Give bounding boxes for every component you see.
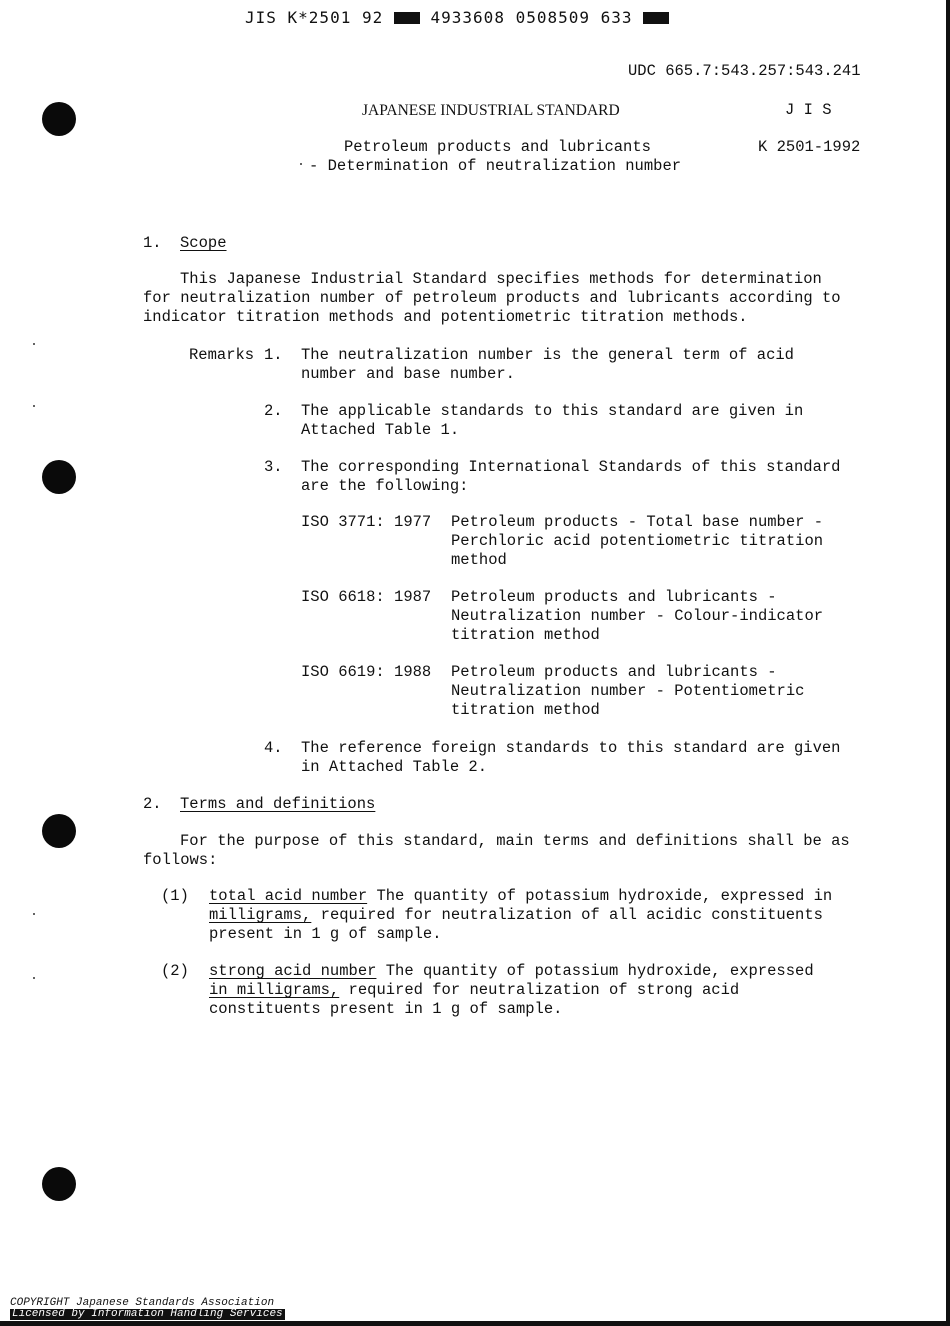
scan-speck bbox=[300, 163, 302, 165]
iso-title-line: Neutralization number - Colour-indicator bbox=[451, 607, 824, 625]
term-line bbox=[209, 981, 739, 1000]
scan-speck bbox=[33, 913, 35, 915]
binder-hole-icon bbox=[42, 460, 76, 494]
scope-paragraph-line: This Japanese Industrial Standard specifies methods for determination bbox=[180, 270, 822, 288]
standard-title: JAPANESE INDUSTRIAL STANDARD bbox=[362, 102, 620, 119]
term-line bbox=[209, 906, 823, 925]
section-1-number: 1. bbox=[143, 234, 162, 252]
iso-code: ISO 6619: 1988 bbox=[301, 663, 432, 681]
iso-code: ISO 3771: 1977 bbox=[301, 513, 432, 531]
scope-paragraph-line: indicator titration methods and potentiometric titration methods. bbox=[143, 308, 748, 326]
section-2-heading: Terms and definitions bbox=[180, 795, 376, 813]
term-name: total acid number bbox=[209, 887, 368, 905]
remark-line: The corresponding International Standards of this standard bbox=[301, 458, 841, 476]
binder-hole-icon bbox=[42, 1167, 76, 1201]
term-line bbox=[209, 887, 832, 906]
remark-line: Attached Table 1. bbox=[301, 421, 460, 439]
scan-speck bbox=[33, 343, 35, 345]
section-1-heading: Scope bbox=[180, 234, 227, 252]
remark-number: 2. bbox=[264, 402, 283, 420]
remark-number: 1. bbox=[264, 346, 283, 364]
remark-line: number and base number. bbox=[301, 365, 515, 383]
section-2-number: 2. bbox=[143, 795, 162, 813]
binder-hole-icon bbox=[42, 102, 76, 136]
scan-speck bbox=[33, 977, 35, 979]
iso-title-line: Perchloric acid potentiometric titration bbox=[451, 532, 824, 550]
document-code-line bbox=[245, 8, 669, 27]
term-line bbox=[209, 962, 814, 981]
term-definition: present in 1 g of sample. bbox=[209, 925, 442, 943]
term-number: (2) bbox=[161, 962, 189, 980]
remark-number: 4. bbox=[264, 739, 283, 757]
title-line-2: - Determination of neutralization number bbox=[309, 157, 682, 175]
iso-title-line: titration method bbox=[451, 701, 600, 719]
definitions-intro-line: For the purpose of this standard, main terms and definitions shall be as bbox=[180, 832, 850, 850]
copyright-notice: COPYRIGHT Japanese Standards Association bbox=[10, 1297, 275, 1309]
iso-title-line: Petroleum products - Total base number - bbox=[451, 513, 824, 531]
term-definition: required for neutralization of strong acid bbox=[348, 981, 740, 999]
iso-title-line: Petroleum products and lubricants - bbox=[451, 663, 777, 681]
remark-line: are the following: bbox=[301, 477, 469, 495]
jis-mark: J I S bbox=[785, 101, 832, 119]
term-name: strong acid number bbox=[209, 962, 377, 980]
remarks-label: Remarks bbox=[189, 346, 255, 364]
remark-line: in Attached Table 2. bbox=[301, 758, 488, 776]
document-code-numbers: 4933608 0508509 633 bbox=[430, 8, 633, 27]
iso-title-line: titration method bbox=[451, 626, 600, 644]
barcode-block-icon bbox=[643, 12, 669, 24]
license-notice: Licensed by Information Handling Services bbox=[12, 1308, 283, 1320]
iso-title-line: Petroleum products and lubricants - bbox=[451, 588, 777, 606]
term-unit: milligrams, bbox=[209, 906, 312, 924]
scan-border-bottom bbox=[0, 1321, 950, 1326]
term-definition: required for neutralization of all acidic constituents bbox=[320, 906, 823, 924]
scope-paragraph-line: for neutralization number of petroleum products and lubricants according to bbox=[143, 289, 841, 307]
iso-title-line: Neutralization number - Potentiometric bbox=[451, 682, 805, 700]
definitions-intro-line: follows: bbox=[143, 851, 218, 869]
document-code: JIS K*2501 92 bbox=[245, 8, 384, 27]
term-definition: The quantity of potassium hydroxide, expressed in bbox=[376, 887, 833, 905]
term-number: (1) bbox=[161, 887, 189, 905]
term-definition: constituents present in 1 g of sample. bbox=[209, 1000, 563, 1018]
term-definition: The quantity of potassium hydroxide, expressed bbox=[385, 962, 814, 980]
barcode-block-icon bbox=[394, 12, 420, 24]
binder-hole-icon bbox=[42, 814, 76, 848]
scan-border-right bbox=[946, 0, 950, 1326]
scan-speck bbox=[33, 405, 35, 407]
remark-line: The neutralization number is the general term of acid bbox=[301, 346, 794, 364]
term-unit: in milligrams, bbox=[209, 981, 340, 999]
iso-code: ISO 6618: 1987 bbox=[301, 588, 432, 606]
remark-number: 3. bbox=[264, 458, 283, 476]
title-line-1: Petroleum products and lubricants bbox=[344, 138, 651, 156]
remark-line: The reference foreign standards to this standard are given bbox=[301, 739, 841, 757]
iso-title-line: method bbox=[451, 551, 507, 569]
standard-number: K 2501-1992 bbox=[758, 138, 861, 156]
remark-line: The applicable standards to this standard are given in bbox=[301, 402, 804, 420]
udc-number: UDC 665.7:543.257:543.241 bbox=[628, 62, 861, 80]
